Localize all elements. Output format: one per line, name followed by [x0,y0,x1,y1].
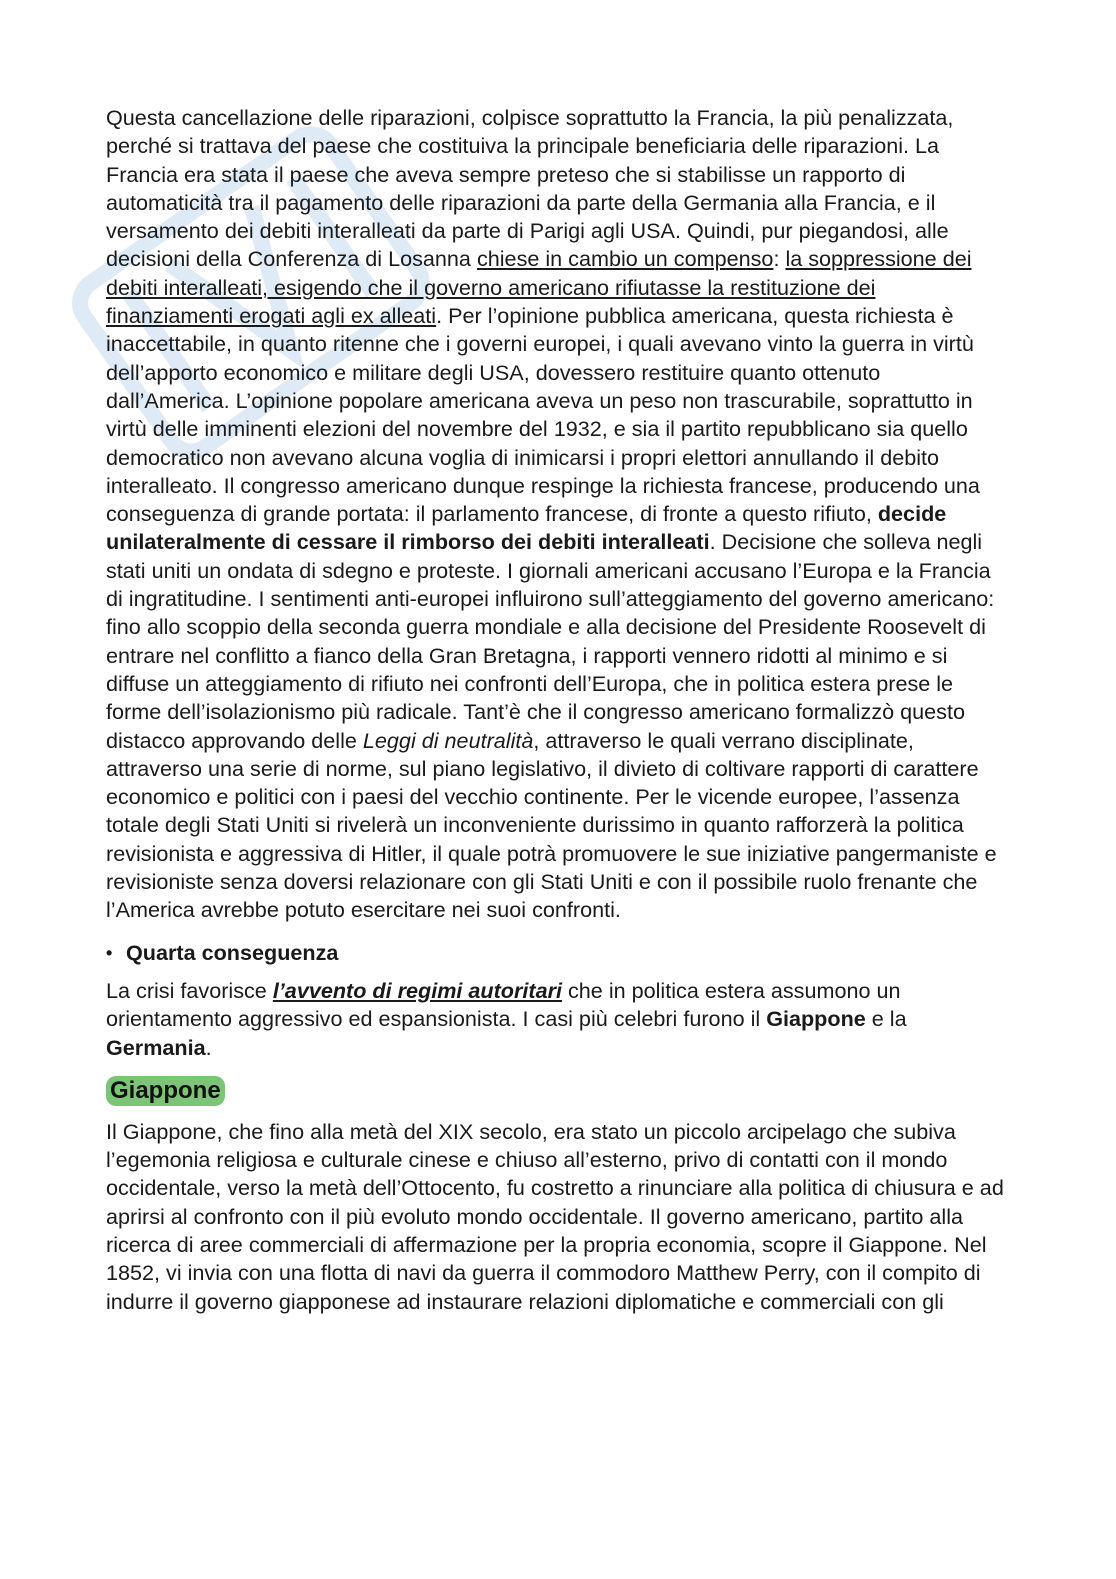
italic-text: Leggi di neutralità [362,727,534,753]
document-page [106,104,1006,1316]
bullet-item [106,939,1006,967]
underlined-text: chiese in cambio un compenso [476,246,774,272]
paragraph-text: : [773,246,786,272]
underlined-text: la soppressione dei debiti interalleati, esigendo che il governo americano rifiutasse la restituzione dei finanziamenti erogati agli ex alleati [106,246,972,329]
paragraph-authoritarian [106,977,1006,1062]
bold-text: Germania [106,1034,206,1060]
bold-text: Giappone [766,1006,866,1032]
paragraph-text: Questa cancellazione delle riparazioni, colpisce soprattutto la Francia, la più penalizzata, perché si trattava del paese che costituiva la principale beneficiaria delle riparazioni. La Francia era stata il paese che aveva sempre preteso che si stabilisse un rapporto di automaticità tra il pagamento delle riparazioni da parte della Germania alla Francia, e il versamento dei debiti interalleati da parte di Parigi agli USA. Quindi, pur piegandosi, alle decisioni della Conferenza di Losanna [106,105,954,272]
emphasis-text: l’avvento di regimi autoritari [272,977,562,1003]
paragraph-japan: Il Giappone, che fino alla metà del XIX secolo, era stato un piccolo arcipelago che subiva l’egemonia religiosa e culturale cinese e chiuso all’esterno, privo di contatti con il mondo occidentale, verso la metà dell’Ottocento, fu costretto a rinunciare alla politica di chiusura e ad aprirsi al confronto con il più evoluto mondo occidentale. Il governo americano, partito alla ricerca di aree commerciali di affermazione per la propria economia, scopre il Giappone. Nel 1852, vi invia con una flotta di navi da guerra il commodoro Matthew Perry, con il compito di indurre il governo giapponese ad instaurare relazioni diplomatiche e commerciali con gli [106,1118,1004,1314]
paragraph-reparations [106,104,1006,925]
paragraph-text: . Per l’opinione pubblica americana, questa richiesta è inaccettabile, in quanto ritenne che i governi europei, i quali avevano vinto la guerra in virtù dell’apporto economico e militare degli USA, dovessero restituire quanto ottenuto dall’America. L’opinione popolare americana aveva un peso non trascurabile, soprattutto in virtù delle imminenti elezioni del novembre del 1932, e sia il partito repubblicano sia quello democratico non avevano alcuna voglia di inimicarsi i propri elettori annullando il debito interalleato. Il congresso americano dunque respinge la richiesta francese, producendo una conseguenza di grande portata: il parlamento francese, di fronte a questo rifiuto, [106,303,980,527]
section-heading-wrap [106,1076,1006,1106]
bullet-icon: • [106,942,113,963]
paragraph-text: La crisi favorisce [106,977,273,1003]
paragraph-text: , attraverso le quali verrano disciplinate, attraverso una serie di norme, sul piano legislativo, il divieto di coltivare rapporti di carattere economico e politici con i paesi del vecchio continente. Per le vicende europee, l’assenza totale degli Stati Uniti si rivelerà un inconveniente durissimo in quanto rafforzerà la politica revisionista e aggressiva di Hitler, il quale potrà promuovere le sue iniziative pangermaniste e revisioniste senza doversi relazionare con gli Stati Uniti e con il possibile ruolo frenante che l’America avrebbe potuto esercitare nei suoi confronti. [106,727,997,923]
paragraph-text: che in politica estera assumono un orientamento aggressivo ed espansionista. I casi più celebri furono il [106,977,901,1032]
paragraph-text: . Decisione che solleva negli stati uniti un ondata di sdegno e proteste. I giornali americani accusano l’Europa e la Francia di ingratitudine. I sentimenti anti-europei influirono sull’atteggiamento del governo americano: fino allo scoppio della seconda guerra mondiale e alla decisione del Presidente Roosevelt di entrare nel conflitto a fianco della Gran Bretagna, i rapporti vennero ridotti al minimo e si diffuse un atteggiamento di rifiuto nei confronti dell’Europa, che in politica estera prese le forme dell’isolazionismo più radicale. Tant’è che il congresso americano formalizzò questo distacco approvando delle [106,529,995,753]
bold-text: decide unilateralmente di cessare il rimborso dei debiti interalleati [106,501,947,555]
paragraph-text: e la [865,1006,907,1032]
section-heading: Giappone [106,1076,225,1106]
bullet-label: Quarta conseguenza [126,939,339,965]
paragraph-text: . [205,1034,212,1060]
